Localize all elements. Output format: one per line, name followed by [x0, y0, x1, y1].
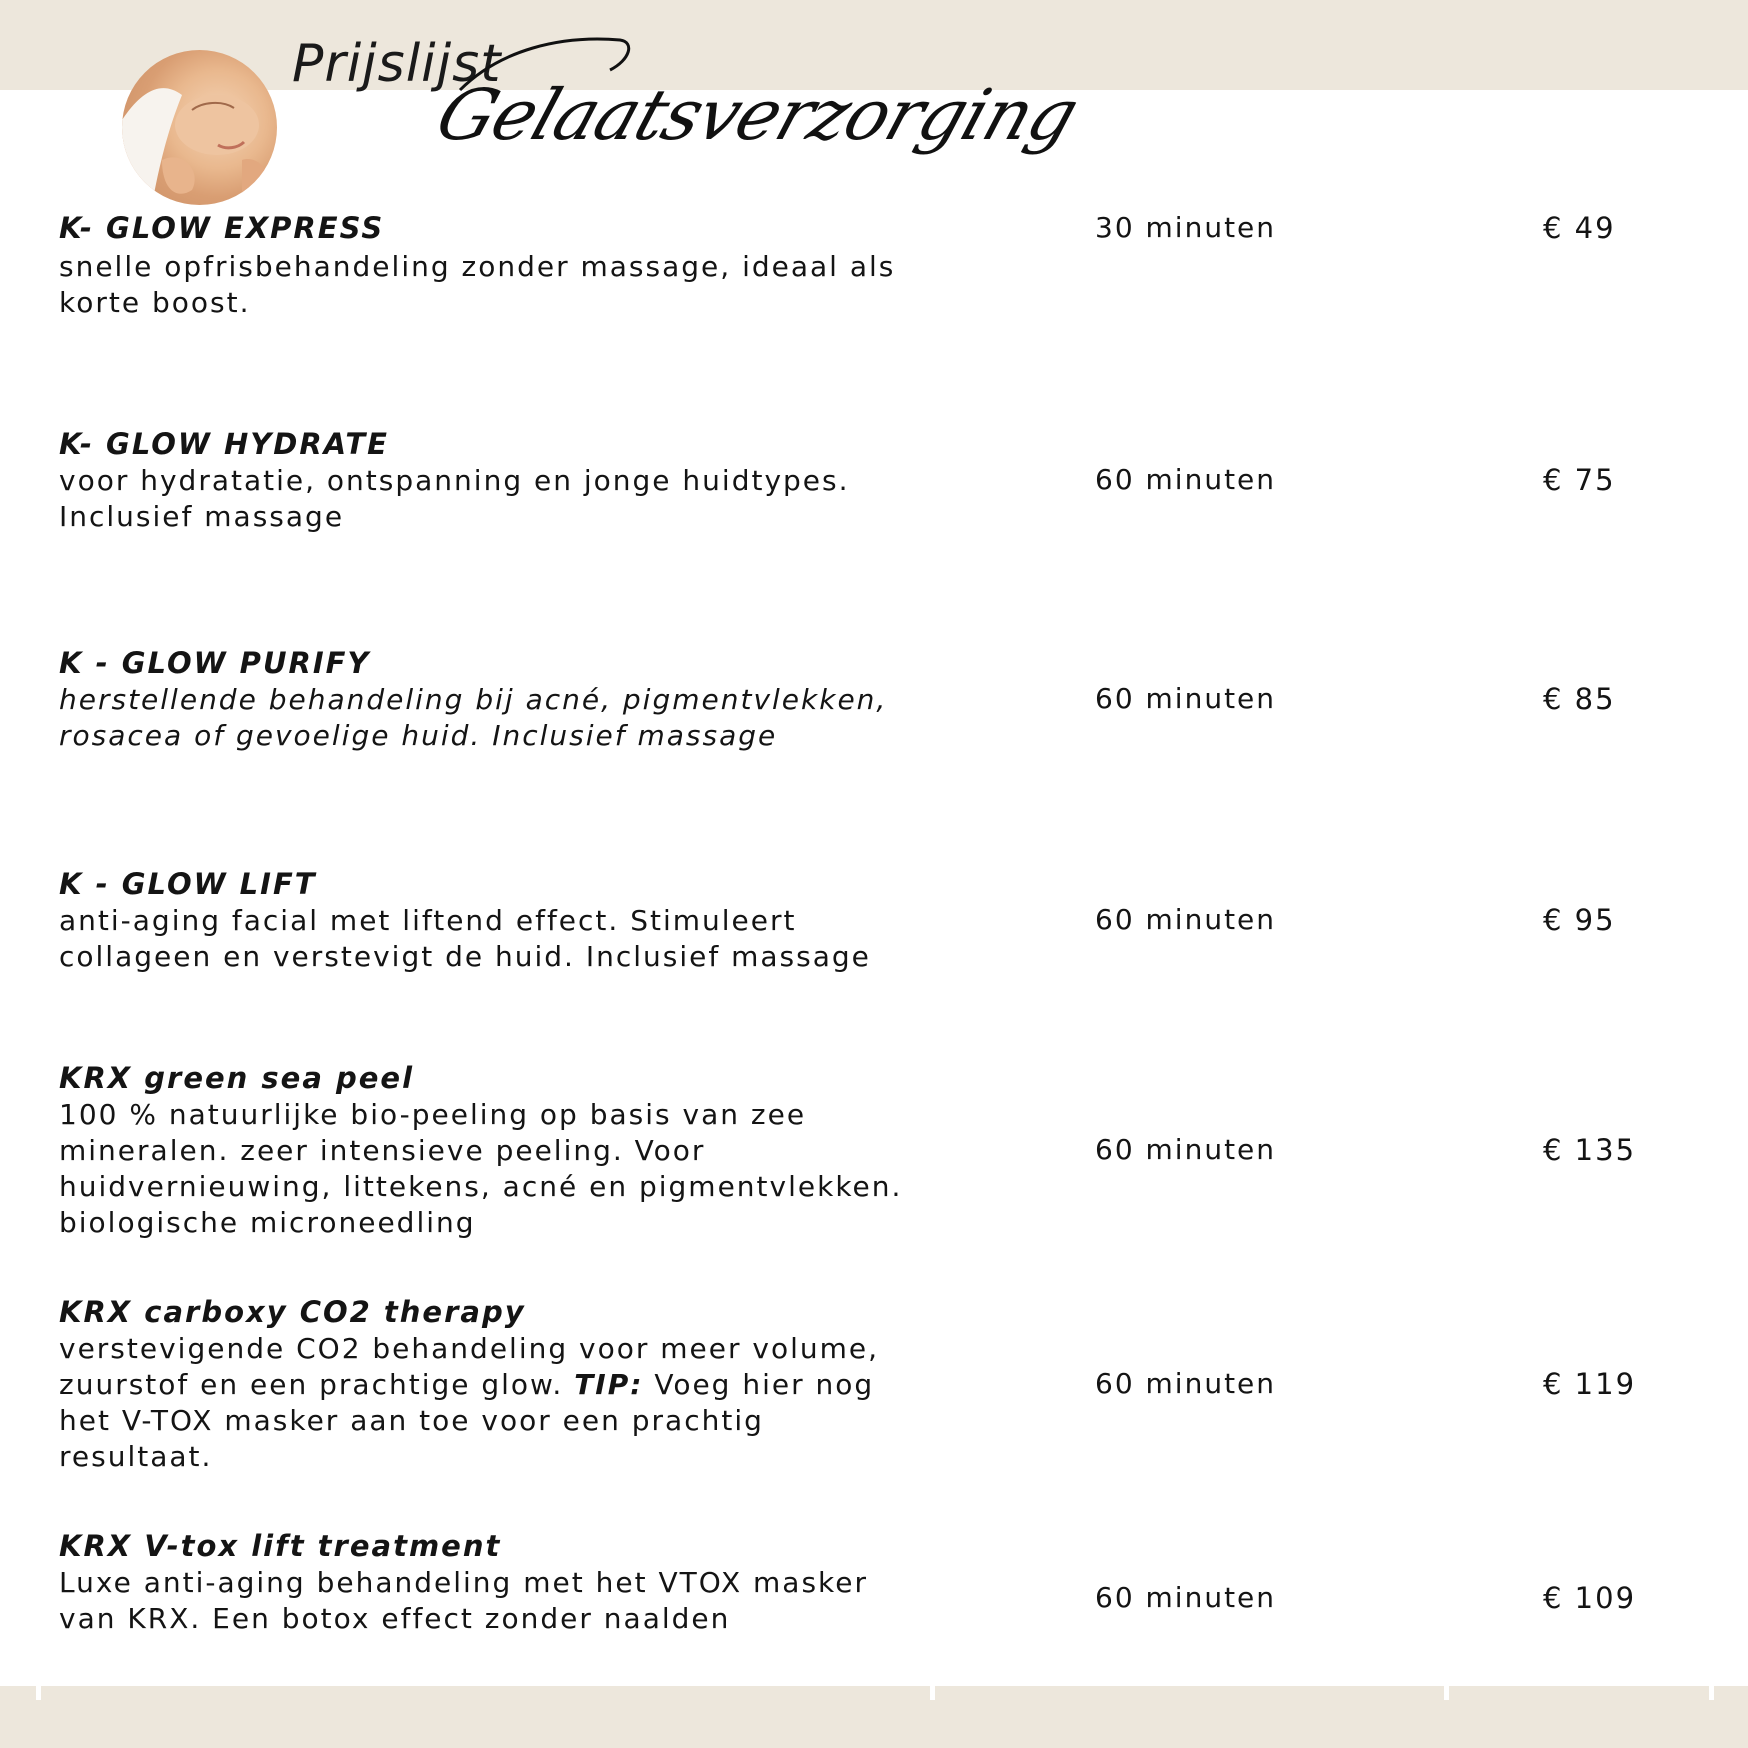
- treatment-duration: 60 minuten: [1095, 682, 1277, 715]
- facial-treatment-photo: [122, 50, 277, 205]
- treatment-price: € 75: [1543, 463, 1616, 497]
- treatment-description: herstellende behandeling bij acné, pigmentvlekken, rosacea of gevoelige huid. Inclusief massage: [59, 683, 888, 752]
- treatment-price: € 85: [1543, 682, 1616, 716]
- treatment-name: K - GLOW LIFT: [59, 867, 317, 901]
- footer-tick: [1709, 1686, 1714, 1700]
- treatment-name: K - GLOW PURIFY: [59, 646, 371, 680]
- footer-band: [0, 1686, 1748, 1748]
- description-text: Voeg hier nog het V-TOX masker aan toe voor een prachtig resultaat.: [59, 1368, 875, 1473]
- treatment-price: € 119: [1543, 1367, 1637, 1401]
- footer-tick: [36, 1686, 41, 1700]
- treatment-price: € 109: [1543, 1581, 1637, 1615]
- treatment-duration: 30 minuten: [1095, 211, 1277, 244]
- treatment-duration: 60 minuten: [1095, 463, 1277, 496]
- footer-tick: [930, 1686, 935, 1700]
- treatment-description: Luxe anti-aging behandeling met het VTOX masker van KRX. Een botox effect zonder naalden: [59, 1566, 869, 1635]
- treatment-description: 100 % natuurlijke bio-peeling op basis van zee mineralen. zeer intensieve peeling. Voor huidvernieuwing, littekens, acné en pigmentvlekken. biologische microneedling: [59, 1098, 903, 1239]
- treatment-duration: 60 minuten: [1095, 1367, 1277, 1400]
- footer-tick: [1444, 1686, 1449, 1700]
- tip-label: TIP:: [574, 1368, 644, 1401]
- treatment-name: KRX green sea peel: [59, 1061, 415, 1095]
- treatment-price: € 49: [1543, 211, 1616, 245]
- treatment-description: anti-aging facial met liftend effect. Stimuleert collageen en verstevigt de huid. Inclusief massage: [59, 904, 871, 973]
- treatment-name: K- GLOW HYDRATE: [59, 427, 389, 461]
- description-text: verstevigende CO2 behandeling voor meer volume, zuurstof en een prachtige glow.: [59, 1332, 880, 1401]
- treatment-description: snelle opfrisbehandeling zonder massage, ideaal als korte boost.: [59, 250, 896, 319]
- treatment-duration: 60 minuten: [1095, 1581, 1277, 1614]
- treatment-duration: 60 minuten: [1095, 1133, 1277, 1166]
- treatment-name: KRX carboxy CO2 therapy: [59, 1295, 526, 1329]
- page-subtitle: Gelaatsverzorging: [426, 74, 1088, 156]
- treatment-name: KRX V-tox lift treatment: [59, 1529, 502, 1563]
- treatment-description: [59, 1331, 919, 1475]
- treatment-price: € 135: [1543, 1133, 1637, 1167]
- treatment-price: € 95: [1543, 903, 1616, 937]
- treatment-name: K- GLOW EXPRESS: [59, 211, 385, 245]
- treatment-duration: 60 minuten: [1095, 903, 1277, 936]
- treatment-description: voor hydratatie, ontspanning en jonge huidtypes. Inclusief massage: [59, 464, 850, 533]
- page-title: Prijslijst: [292, 34, 502, 94]
